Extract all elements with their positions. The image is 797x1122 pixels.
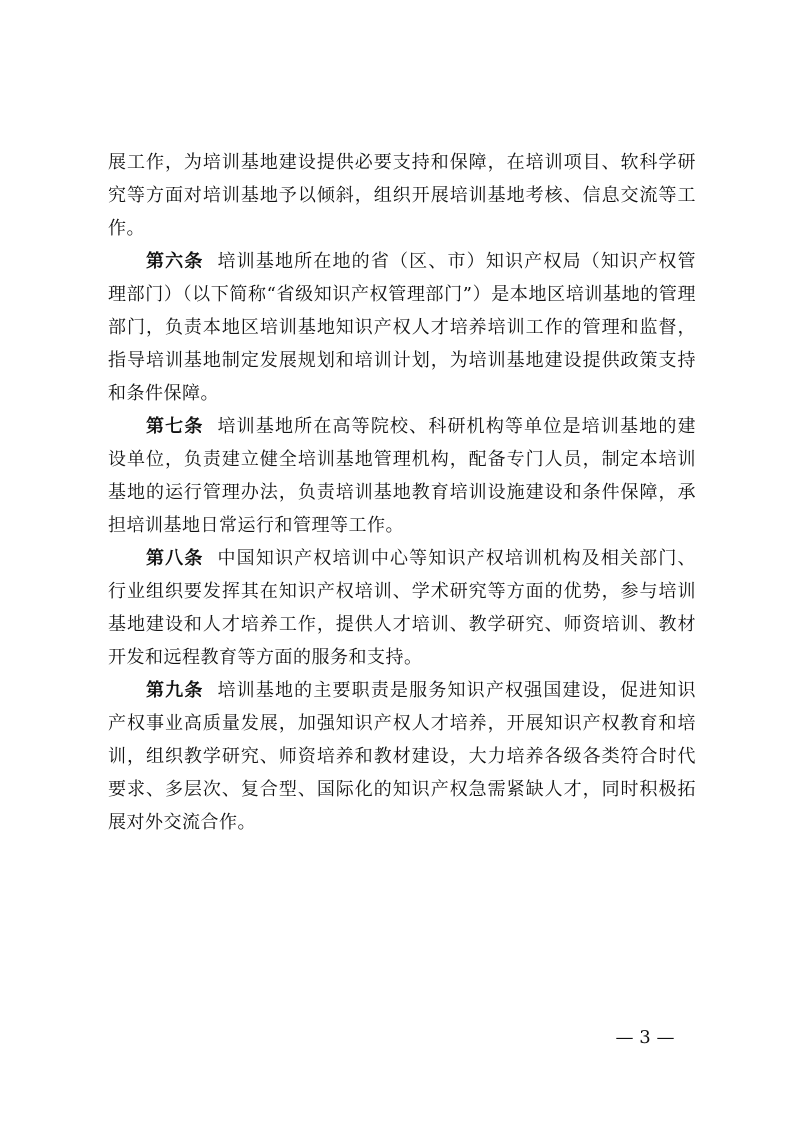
article-7-text: 培训基地所在高等院校、科研机构等单位是培训基地的建设单位，负责建立健全培训基地管理机构，配备专门人员，制定本培训基地的运行管理办法，负责培训基地教育培训设施建设和条件保障，承担培训基地日常运行和管理等工作。	[108, 416, 696, 536]
article-7-title: 第七条	[146, 416, 204, 437]
article-6-title: 第六条	[146, 251, 204, 272]
intro-paragraph: 展工作，为培训基地建设提供必要支持和保障，在培训项目、软科学研究等方面对培训基地予以倾斜，组织开展培训基地考核、信息交流等工作。	[108, 152, 696, 239]
page-number: — 3 —	[615, 1027, 675, 1048]
article-7-paragraph	[108, 410, 696, 542]
article-6-paragraph	[108, 245, 696, 410]
article-9-text: 培训基地的主要职责是服务知识产权强国建设，促进知识产权事业高质量发展，加强知识产权人才培养，开展知识产权教育和培训，组织教学研究、师资培养和教材建设，大力培养各级各类符合时代要求、多层次、复合型、国际化的知识产权急需紧缺人才，同时积极拓展对外交流合作。	[108, 680, 696, 833]
article-9-title: 第九条	[146, 680, 204, 701]
article-6-text: 培训基地所在地的省（区、市）知识产权局（知识产权管理部门）（以下简称“省级知识产权管理部门”）是本地区培训基地的管理部门，负责本地区培训基地知识产权人才培养培训工作的管理和监督，指导培训基地制定发展规划和培训计划，为培训基地建设提供政策支持和条件保障。	[108, 251, 696, 404]
article-8-text: 中国知识产权培训中心等知识产权培训机构及相关部门、行业组织要发挥其在知识产权培训、学术研究等方面的优势，参与培训基地建设和人才培养工作，提供人才培训、教学研究、师资培训、教材开发和远程教育等方面的服务和支持。	[108, 548, 696, 668]
article-8-title: 第八条	[146, 548, 204, 569]
document-body	[108, 146, 696, 839]
article-9-paragraph	[108, 674, 696, 839]
article-8-paragraph	[108, 542, 696, 674]
